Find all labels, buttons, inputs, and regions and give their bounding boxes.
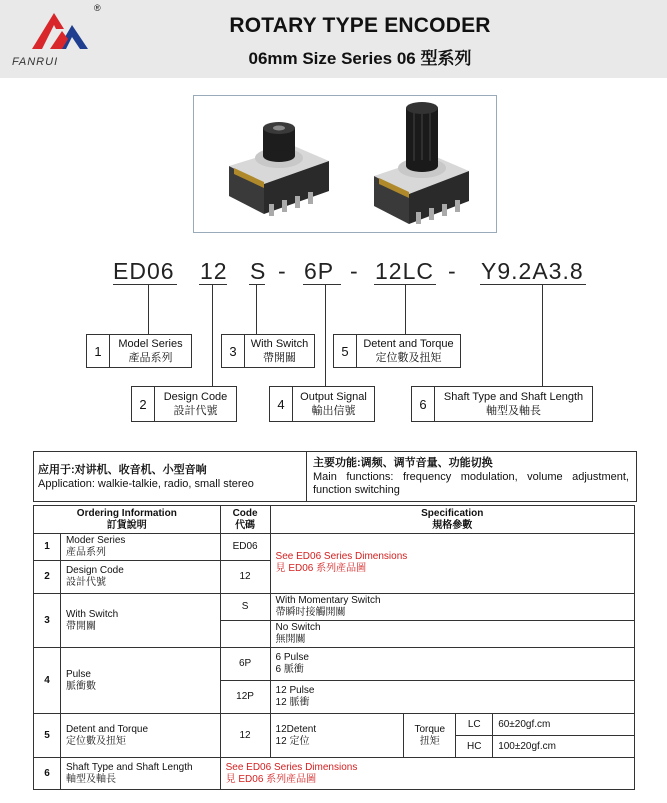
connector-line [212, 284, 213, 386]
spec-table [33, 505, 635, 790]
code-dash: - [448, 258, 456, 284]
row-code: S [220, 594, 270, 621]
row-number: 2 [34, 561, 61, 594]
legend-zh: 產品系列 [128, 352, 173, 364]
code-dash: - [278, 258, 286, 284]
row-code-empty [220, 621, 270, 648]
legend-zh: 定位數及扭矩 [375, 352, 442, 364]
connector-line [325, 284, 326, 386]
application-en: Application: walkie-talkie, radio, small stereo [38, 478, 254, 490]
legend-output-signal [269, 386, 375, 422]
header-ordering: Ordering Information 訂貨說明 [34, 506, 221, 534]
legend-shaft-type [411, 386, 593, 422]
legend-detent-torque [333, 334, 461, 368]
row-label: Design Code 設計代號 [60, 561, 220, 594]
row-code: 12 [220, 714, 270, 758]
row-code: ED06 [220, 534, 270, 561]
row-label: Pulse 脈衝數 [60, 648, 220, 714]
legend-number: 5 [334, 335, 357, 367]
page-title: ROTARY TYPE ENCODER [229, 14, 491, 37]
row-number: 5 [34, 714, 61, 758]
header-spec: Specification 規格參數 [270, 506, 634, 534]
code-part-design: 12 [200, 258, 228, 284]
legend-number: 2 [132, 387, 155, 421]
torque-hc-value: 100±20gf.cm [493, 736, 635, 758]
row-label: Detent and Torque 定位數及扭矩 [60, 714, 220, 758]
fanrui-logo-icon [28, 7, 92, 51]
row-code: 12 [220, 561, 270, 594]
page-subtitle: 06mm Size Series 06 型系列 [248, 49, 472, 68]
legend-en: With Switch [250, 338, 309, 350]
connector-line [542, 284, 543, 386]
connector-line [405, 284, 406, 334]
row-code: 12P [220, 681, 270, 714]
torque-lc-value: 60±20gf.cm [493, 714, 635, 736]
table-header-row [34, 506, 635, 534]
row-label: Shaft Type and Shaft Length 軸型及軸長 [60, 758, 220, 790]
code-part-series: ED06 [113, 258, 175, 284]
legend-zh: 輸出信號 [311, 405, 356, 417]
legend-number: 6 [412, 387, 435, 421]
connector-line [256, 284, 257, 334]
legend-number: 3 [222, 335, 245, 367]
underline [113, 284, 177, 285]
legend-design-code [131, 386, 237, 422]
table-row [34, 534, 635, 561]
row-number: 6 [34, 758, 61, 790]
product-photo [193, 95, 497, 233]
legend-with-switch [221, 334, 315, 368]
brand-name: FANRUI [12, 56, 59, 68]
code-part-switch: S [250, 258, 267, 284]
underline [480, 284, 586, 285]
row-number: 1 [34, 534, 61, 561]
underline [199, 284, 227, 285]
encoder-short-shaft-image [229, 122, 329, 216]
underline [249, 284, 265, 285]
header-code: Code 代碼 [220, 506, 270, 534]
legend-zh: 軸型及軸長 [486, 405, 541, 417]
spec-see-dimensions: See ED06 Series Dimensions 見 ED06 系列產品圖 [270, 534, 634, 594]
functions-cell [307, 452, 636, 501]
spec-cell: No Switch 無開關 [270, 621, 634, 648]
row-label: Moder Series 產品系列 [60, 534, 220, 561]
torque-lc: LC [456, 714, 493, 736]
legend-en: Detent and Torque [363, 338, 454, 350]
legend-en: Shaft Type and Shaft Length [443, 391, 584, 403]
encoder-long-shaft-image [374, 102, 469, 224]
legend-model-series [86, 334, 192, 368]
code-part-shaft: Y9.2A3.8 [481, 258, 584, 284]
connector-line [148, 284, 149, 334]
legend-zh: 設計代號 [173, 405, 218, 417]
table-row [34, 758, 635, 790]
application-cell [34, 452, 307, 501]
spec-detent: 12Detent 12 定位 [270, 714, 404, 758]
code-part-pulse: 6P [304, 258, 335, 284]
functions-zh: 主要功能:调频、调节音量、功能切换 [313, 457, 493, 469]
row-label: With Switch 帶開關 [60, 594, 220, 648]
legend-en: Design Code [163, 391, 228, 403]
functions-en: Main functions: frequency modulation, volume adjustment, function switching [313, 471, 629, 496]
spec-cell: 12 Pulse 12 脈衝 [270, 681, 634, 714]
spec-see-dimensions: See ED06 Series Dimensions 見 ED06 系列產品圖 [220, 758, 634, 790]
table-row [34, 594, 635, 621]
legend-en: Model Series [118, 338, 183, 350]
legend-number: 1 [87, 335, 110, 367]
code-dash: - [350, 258, 358, 284]
code-part-detent: 12LC [375, 258, 434, 284]
application-box [33, 451, 637, 502]
underline [303, 284, 341, 285]
legend-number: 4 [270, 387, 293, 421]
legend-zh: 帶開關 [263, 352, 296, 364]
registered-mark: ® [94, 3, 101, 13]
row-number: 4 [34, 648, 61, 714]
application-zh: 应用于:对讲机、收音机、小型音响 [38, 464, 207, 476]
table-row [34, 714, 635, 736]
torque-hc: HC [456, 736, 493, 758]
row-number: 3 [34, 594, 61, 648]
spec-cell: With Momentary Switch 帶瞬时接觸開關 [270, 594, 634, 621]
legend-en: Output Signal [300, 391, 367, 403]
table-row [34, 648, 635, 681]
row-code: 6P [220, 648, 270, 681]
spec-cell: 6 Pulse 6 脈衝 [270, 648, 634, 681]
spec-torque-label: Torque 扭矩 [404, 714, 456, 758]
